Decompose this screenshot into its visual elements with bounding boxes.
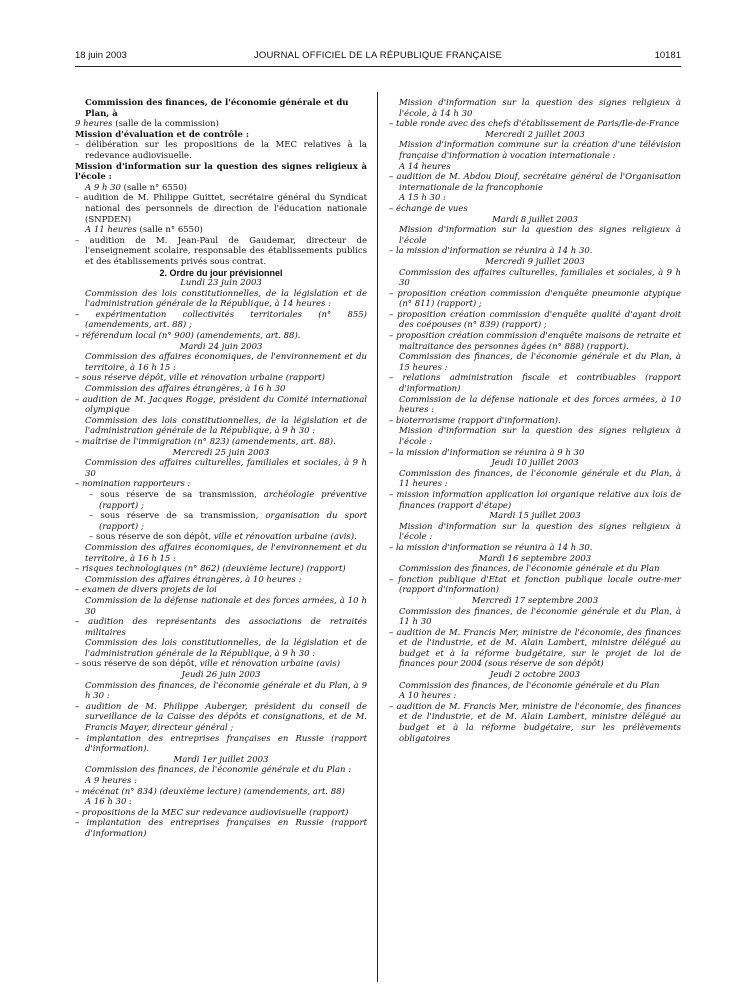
mission-heading: Mission d'information sur la question des signes religieux à l'école :: [75, 161, 367, 183]
journal-title: JOURNAL OFFICIEL DE LA RÉPUBLIQUE FRANÇAISE: [253, 50, 503, 61]
commission-line: Mission d'information sur la question des signes religieux à l'école :: [399, 521, 681, 543]
commission-line: Commission des affaires culturelles, familiales et sociales, à 9 h 30: [399, 267, 681, 289]
sub-item: – sous réserve de sa transmission, organisation du sport (rapport) ;: [89, 511, 367, 532]
commission-line: Commission de la défense nationale et des forces armées, à 10 heures :: [399, 394, 681, 416]
agenda-item: – audition de M. Philippe Guittet, secrétaire général du Syndicat national des personnels de direction de l'éducation nationale (SNPDEN): [75, 193, 367, 225]
agenda-item: – relations administration fiscale et contribuables (rapport d'information): [389, 373, 681, 395]
agenda-item: – audition de M. Francis Mer, ministre de l'économie, des finances et de l'industrie, et de M. Alain Lambert, ministre délégué au budget et à la réforme budgétaire, sur le projet de loi de finances pour 2004 (sous réserve de son dépôt): [389, 627, 681, 670]
commission-line: Mission d'information sur la question des signes religieux à l'école, à 14 h 30: [399, 98, 681, 119]
agenda-item: – propositions de la MEC sur redevance audiovisuelle (rapport): [75, 807, 349, 818]
agenda-item: – proposition création commission d'enquête pneumonie atypique (n° 811) (rapport) ;: [389, 288, 681, 310]
column-divider: [377, 92, 378, 982]
agenda-item: – la mission d'information se réunira à 14 h 30.: [389, 246, 593, 257]
agenda-item: – nomination rapporteurs :: [75, 479, 191, 490]
agenda-item: – délibération sur les propositions de la MEC relatives à la redevance audiovisuelle.: [75, 140, 367, 161]
agenda-item: – proposition création commission d'enquête maisons de retraite et maltraitance des personnes âgées (n° 888) (rapport).: [389, 331, 681, 352]
agenda-item: – table ronde avec des chefs d'établissement de Paris/Ile-de-France: [389, 119, 680, 130]
time-slot: A 14 heures: [399, 161, 451, 172]
commission-line: Commission des lois constitutionnelles, de la législation et de l'administration générale de la République, à 14 heures :: [85, 288, 367, 310]
agenda-item: – audition de M. Philippe Auberger, président du conseil de surveillance de la Caisse des dépôts et consignations, et de M. Francis Mayer, directeur général ;: [75, 701, 367, 734]
date-heading: Jeudi 10 juillet 2003: [491, 458, 579, 469]
commission-line: Commission des lois constitutionnelles, de la législation et de l'administration générale de la République, à 9 h 30 :: [85, 415, 367, 437]
commission-line: Commission des finances, de l'économie générale et du Plan: [399, 680, 660, 691]
agenda-item: – examen de divers projets de loi: [75, 585, 217, 596]
agenda-item: – audition de M. Francis Mer, ministre de l'économie, des finances et de l'industrie, et de M. Alain Lambert, ministre délégué au budget et à la réforme budgétaire, sur les prélèvements obligatoires: [389, 701, 681, 744]
time-slot: A 11 heures (salle n° 6550): [85, 225, 203, 236]
commission-time: 9 heures (salle de la commission): [75, 119, 219, 130]
date-heading: Mardi 24 juin 2003: [179, 341, 263, 352]
agenda-item: – risques technologiques (n° 862) (deuxième lecture) (rapport): [75, 564, 346, 575]
commission-line: Mission d'information sur la question des signes religieux à l'école :: [399, 426, 681, 447]
commission-line: Commission des finances, de l'économie générale et du Plan, à 11 heures :: [399, 468, 681, 490]
header-date: 18 juin 2003: [75, 50, 127, 61]
time-slot: A 10 heures :: [399, 691, 457, 702]
commission-line: Commission des finances, de l'économie générale et du Plan, à 9 h 30 :: [85, 680, 367, 702]
date-heading: Mercredi 2 juillet 2003: [485, 129, 585, 140]
date-heading: Mardi 1er juillet 2003: [173, 754, 269, 765]
commission-line: Mission d'information commune sur la création d'une télévision française d'information à vocation internationale :: [399, 140, 681, 161]
agenda-item: – mécénat (n° 834) (deuxième lecture) (amendements, art. 88): [75, 786, 345, 797]
date-heading: Lundi 23 juin 2003: [180, 278, 262, 289]
date-heading: Jeudi 26 juin 2003: [181, 670, 261, 681]
agenda-item: – implantation des entreprises françaises en Russie (rapport d'information).: [75, 733, 367, 755]
agenda-item: – fonction publique d'Etat et fonction publique locale outre-mer (rapport d'information): [389, 574, 681, 596]
right-column: [389, 98, 681, 744]
time-slot: A 9 heures :: [85, 776, 137, 786]
commission-line: Commission de la défense nationale et des forces armées, à 10 h 30: [85, 595, 367, 617]
agenda-item: – audition de M. Abdou Diouf, secrétaire général de l'Organisation internationale de la francophonie: [389, 172, 681, 193]
sub-item: – sous réserve de son dépôt, ville et rénovation urbaine (avis).: [89, 532, 357, 543]
agenda-item: – la mission d'information se réunira à 9 h 30: [389, 447, 585, 458]
page-number: 10181: [654, 50, 681, 61]
date-heading: Mardi 15 juillet 2003: [489, 511, 581, 522]
agenda-item: – proposition création commission d'enquête qualité d'ayant droit des coépouses (n° 839) (rapport) ;: [389, 309, 681, 331]
commission-heading: Commission des finances, de l'économie générale et du Plan, à: [85, 98, 349, 119]
commission-line: Commission des finances, de l'économie générale et du Plan :: [85, 765, 352, 776]
commission-line: Commission des affaires économiques, de l'environnement et du territoire, à 16 h 15 :: [85, 542, 367, 564]
date-heading: Mercredi 17 septembre 2003: [471, 595, 599, 606]
time-slot: A 16 h 30 :: [85, 797, 132, 808]
agenda-item: – audition de M. Jean-Paul de Gaudemar, directeur de l'enseignement scolaire, responsable des établissements publics et des établissements privés sous contrat.: [75, 235, 367, 267]
commission-line: Mission d'information sur la question des signes religieux à l'école: [399, 225, 681, 246]
sub-item: – sous réserve de sa transmission, archéologie préventive (rapport) ;: [89, 489, 367, 511]
agenda-item: – expérimentation collectivités territoriales (n° 855) (amendements, art. 88) ;: [75, 309, 367, 331]
agenda-item: – sous réserve de son dépôt, ville et rénovation urbaine (avis): [75, 659, 341, 670]
date-heading: Mardi 16 septembre 2003: [478, 553, 592, 564]
commission-line: Commission des finances, de l'économie générale et du Plan, à 15 heures :: [399, 352, 681, 373]
time-slot: A 9 h 30 (salle n° 6550): [85, 182, 187, 193]
agenda-item: – maîtrise de l'immigration (n° 823) (amendements, art. 88).: [75, 437, 336, 447]
agenda-item: – audition des représentants des associations de retraités militaires: [75, 617, 367, 638]
page-header: [75, 50, 681, 64]
commission-line: Commission des finances, de l'économie générale et du Plan: [399, 564, 660, 575]
commission-line: Commission des affaires étrangères, à 16 h 30: [85, 384, 286, 395]
commission-line: Commission des lois constitutionnelles, de la législation et de l'administration générale de la République, à 9 h 30 :: [85, 638, 367, 659]
date-heading: Mercredi 9 juillet 2003: [485, 256, 585, 267]
section-title: 2. Ordre du jour prévisionnel: [159, 267, 283, 278]
commission-line: Commission des affaires étrangères, à 10 heures :: [85, 574, 302, 585]
commission-line: Commission des affaires économiques, de l'environnement et du territoire, à 16 h 15 :: [85, 352, 367, 373]
mec-heading: Mission d'évaluation et de contrôle :: [75, 129, 249, 140]
agenda-item: – mission information application loi organique relative aux lois de finances (rapport d'étape): [389, 489, 681, 511]
agenda-item: – la mission d'information se réunira à 14 h 30.: [389, 542, 593, 553]
date-heading: Mardi 8 juillet 2003: [492, 214, 578, 225]
agenda-item: – échange de vues: [389, 203, 468, 214]
agenda-item: – implantation des entreprises françaises en Russie (rapport d'information): [75, 818, 367, 839]
agenda-item: – bioterrorisme (rapport d'information).: [389, 415, 561, 426]
agenda-item: – référendum local (n° 900) (amendements, art. 88).: [75, 331, 301, 342]
date-heading: Mercredi 25 juin 2003: [172, 447, 270, 458]
left-column: [75, 98, 367, 840]
commission-line: Commission des affaires culturelles, familiales et sociales, à 9 h 30: [85, 458, 367, 479]
time-slot: A 15 h 30 :: [399, 193, 446, 204]
agenda-item: – audition de M. Jacques Rogge, président du Comité international olympique: [75, 394, 367, 416]
commission-line: Commission des finances, de l'économie générale et du Plan, à 11 h 30: [399, 606, 681, 628]
agenda-item: – sous réserve dépôt, ville et rénovation urbaine (rapport): [75, 373, 325, 384]
header-rule: [75, 66, 681, 67]
date-heading: Jeudi 2 octobre 2003: [489, 670, 581, 681]
